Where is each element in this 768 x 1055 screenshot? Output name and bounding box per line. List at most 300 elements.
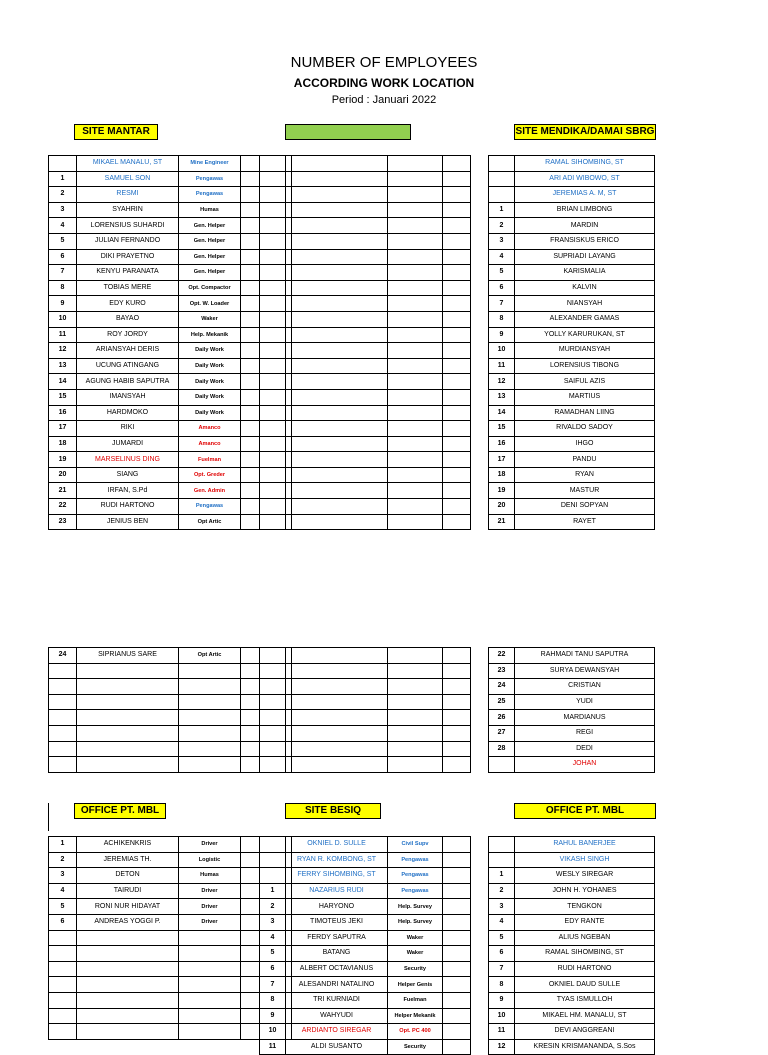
employee-name: OKNIEL D. SULLE <box>286 837 388 853</box>
row-number <box>260 218 286 234</box>
employee-role <box>179 1024 241 1040</box>
table-row <box>489 280 655 296</box>
row-number <box>489 852 515 868</box>
row-number: 3 <box>49 202 77 218</box>
employee-name: FERDY SAPUTRA <box>286 930 388 946</box>
table-row <box>489 358 655 374</box>
table-row <box>260 852 471 868</box>
table-row <box>260 930 471 946</box>
employee-name <box>77 757 179 773</box>
table-row <box>49 452 292 468</box>
row-number <box>260 852 286 868</box>
employee-name <box>77 930 179 946</box>
office-left-table <box>48 836 292 1040</box>
row-number: 4 <box>489 914 515 930</box>
table-row <box>260 156 471 172</box>
row-number: 28 <box>489 741 515 757</box>
employee-role <box>179 725 241 741</box>
table-row <box>260 514 471 530</box>
row-number: 10 <box>260 1024 286 1040</box>
table-row <box>489 992 655 1008</box>
employee-role: Opt. Compactor <box>179 280 241 296</box>
employee-name: KALVIN <box>515 280 655 296</box>
row-number <box>260 327 286 343</box>
row-number: 6 <box>49 914 77 930</box>
table-row <box>260 914 471 930</box>
empty-cell <box>443 171 471 187</box>
empty-cell <box>443 343 471 359</box>
employee-role <box>179 992 241 1008</box>
employee-role <box>179 961 241 977</box>
employee-name: MIKAEL MANALU, ST <box>77 156 179 172</box>
table-row <box>260 343 471 359</box>
employee-name: NIANSYAH <box>515 296 655 312</box>
employee-name <box>77 694 179 710</box>
table-row <box>49 977 292 993</box>
row-number: 3 <box>49 868 77 884</box>
employee-name <box>286 694 388 710</box>
row-number: 21 <box>489 514 515 530</box>
employee-name: IMANSYAH <box>77 389 179 405</box>
empty-cell <box>443 883 471 899</box>
table-row <box>49 837 292 853</box>
table-row <box>489 977 655 993</box>
row-number: 24 <box>489 679 515 695</box>
employee-role <box>388 741 443 757</box>
employee-role <box>388 374 443 390</box>
employee-name <box>286 171 388 187</box>
employee-name <box>77 992 179 1008</box>
employee-role <box>388 467 443 483</box>
row-number: 9 <box>49 296 77 312</box>
table-row <box>260 710 471 726</box>
row-number: 18 <box>489 467 515 483</box>
table-row <box>489 1024 655 1040</box>
table-row <box>489 710 655 726</box>
table-row <box>260 389 471 405</box>
employee-name <box>77 1008 179 1024</box>
table-row <box>489 914 655 930</box>
employee-name <box>286 218 388 234</box>
employee-name: ARIANSYAH DERIS <box>77 343 179 359</box>
table-row <box>49 467 292 483</box>
row-number <box>260 311 286 327</box>
employee-role: Waker <box>179 311 241 327</box>
row-number: 7 <box>49 265 77 281</box>
row-number <box>260 710 286 726</box>
employee-name <box>77 725 179 741</box>
table-row <box>260 233 471 249</box>
empty-cell <box>443 311 471 327</box>
table-row <box>49 156 292 172</box>
empty-cell <box>443 852 471 868</box>
table-row <box>260 1039 471 1055</box>
row-number: 13 <box>489 389 515 405</box>
empty-cell <box>443 946 471 962</box>
employee-name: LORENSIUS TIBONG <box>515 358 655 374</box>
table-row <box>260 327 471 343</box>
row-number <box>49 1024 77 1040</box>
table-row <box>489 218 655 234</box>
row-number: 1 <box>260 883 286 899</box>
employee-name: TAIRUDI <box>77 883 179 899</box>
row-number <box>260 679 286 695</box>
table-row <box>49 514 292 530</box>
employee-name <box>286 679 388 695</box>
employee-name: MARSELINUS DING <box>77 452 179 468</box>
row-number: 5 <box>260 946 286 962</box>
row-number: 27 <box>489 725 515 741</box>
employee-name: TIMOTEUS JEKI <box>286 914 388 930</box>
row-number: 14 <box>49 374 77 390</box>
row-number <box>260 757 286 773</box>
site-mendika-table <box>488 155 655 530</box>
employee-name <box>286 265 388 281</box>
table-row <box>260 187 471 203</box>
row-number: 13 <box>49 358 77 374</box>
row-number <box>260 663 286 679</box>
employee-name <box>286 757 388 773</box>
employee-role <box>388 218 443 234</box>
table-row <box>489 663 655 679</box>
row-number: 11 <box>489 1024 515 1040</box>
table-row <box>260 992 471 1008</box>
table-row <box>489 343 655 359</box>
employee-role: Pengawas <box>179 171 241 187</box>
table-row <box>489 436 655 452</box>
row-number: 26 <box>489 710 515 726</box>
employee-name: ANDREAS YOGGI P. <box>77 914 179 930</box>
row-number: 22 <box>49 499 77 515</box>
row-number: 1 <box>49 837 77 853</box>
row-number <box>49 992 77 1008</box>
employee-name: BAYAO <box>77 311 179 327</box>
employee-role: Pengawas <box>179 499 241 515</box>
employee-name: TENGKON <box>515 899 655 915</box>
table-row <box>260 757 471 773</box>
row-number <box>49 930 77 946</box>
employee-role <box>388 187 443 203</box>
employee-role: Waker <box>388 946 443 962</box>
employee-name <box>286 483 388 499</box>
row-number: 12 <box>49 343 77 359</box>
table-row <box>260 1024 471 1040</box>
row-number: 3 <box>489 899 515 915</box>
employee-name: ACHIKENKRIS <box>77 837 179 853</box>
table-row <box>489 483 655 499</box>
table-row <box>489 868 655 884</box>
employee-name: OKNIEL DAUD SULLE <box>515 977 655 993</box>
empty-cell <box>443 1024 471 1040</box>
row-number <box>489 171 515 187</box>
middle-site-table <box>259 155 471 530</box>
row-number <box>260 648 286 664</box>
employee-name: TYAS ISMULLOH <box>515 992 655 1008</box>
row-number: 2 <box>260 899 286 915</box>
table-row <box>489 327 655 343</box>
empty-cell <box>443 452 471 468</box>
employee-name: ALIUS NGEBAN <box>515 930 655 946</box>
table-row <box>489 725 655 741</box>
row-number: 23 <box>49 514 77 530</box>
site-besiq-table <box>259 836 471 1055</box>
table-row <box>49 648 292 664</box>
table-row <box>49 233 292 249</box>
employee-name: JEREMIAS TH. <box>77 852 179 868</box>
table-row <box>489 837 655 853</box>
row-number <box>49 1008 77 1024</box>
row-number: 11 <box>260 1039 286 1055</box>
employee-role: Amanco <box>179 436 241 452</box>
table-row <box>489 389 655 405</box>
employee-role <box>388 296 443 312</box>
employee-name <box>286 311 388 327</box>
employee-name: MIKAEL HM. MANALU, ST <box>515 1008 655 1024</box>
row-number <box>49 977 77 993</box>
row-number: 10 <box>489 1008 515 1024</box>
header-office-left: OFFICE PT. MBL <box>74 803 166 819</box>
employee-name: RUDI HARTONO <box>515 961 655 977</box>
employee-name: RYAN R. KOMBONG, ST <box>286 852 388 868</box>
employee-role: Driver <box>179 914 241 930</box>
empty-cell <box>443 914 471 930</box>
employee-name: DENI SOPYAN <box>515 499 655 515</box>
row-number <box>260 421 286 437</box>
row-number <box>260 741 286 757</box>
row-number: 24 <box>49 648 77 664</box>
table-row <box>489 249 655 265</box>
employee-name <box>286 467 388 483</box>
employee-role: Waker <box>388 930 443 946</box>
employee-role <box>179 1008 241 1024</box>
table-row <box>489 233 655 249</box>
employee-name <box>286 405 388 421</box>
row-number: 9 <box>489 327 515 343</box>
row-number: 2 <box>49 187 77 203</box>
table-row <box>260 358 471 374</box>
empty-cell <box>443 725 471 741</box>
table-row <box>49 899 292 915</box>
employee-name: DEVI ANGGREANI <box>515 1024 655 1040</box>
employee-name: RAHMADI TANU SAPUTRA <box>515 648 655 664</box>
employee-role: Helper Mekanik <box>388 1008 443 1024</box>
employee-name: UCUNG ATINGANG <box>77 358 179 374</box>
employee-name: SURYA DEWANSYAH <box>515 663 655 679</box>
row-number: 1 <box>489 202 515 218</box>
employee-name: IHGO <box>515 436 655 452</box>
employee-name: FERRY SIHOMBING, ST <box>286 868 388 884</box>
row-number: 5 <box>489 265 515 281</box>
table-row <box>49 389 292 405</box>
empty-cell <box>443 1008 471 1024</box>
table-row <box>260 1008 471 1024</box>
employee-role <box>388 405 443 421</box>
table-row <box>489 741 655 757</box>
row-number <box>49 725 77 741</box>
table-row <box>49 280 292 296</box>
row-number: 7 <box>489 296 515 312</box>
employee-role: Gen. Admin <box>179 483 241 499</box>
employee-role <box>388 483 443 499</box>
row-number: 14 <box>489 405 515 421</box>
row-number <box>489 837 515 853</box>
table-row <box>49 311 292 327</box>
employee-name <box>286 499 388 515</box>
empty-cell <box>443 405 471 421</box>
row-number: 25 <box>489 694 515 710</box>
table-row <box>260 311 471 327</box>
table-row <box>260 837 471 853</box>
employee-role: Driver <box>179 899 241 915</box>
table-row <box>260 663 471 679</box>
table-row <box>260 741 471 757</box>
employee-name <box>286 436 388 452</box>
employee-name: LORENSIUS SUHARDI <box>77 218 179 234</box>
empty-cell <box>443 187 471 203</box>
employee-name <box>286 452 388 468</box>
table-row <box>489 1008 655 1024</box>
table-row <box>489 757 655 773</box>
table-row <box>49 483 292 499</box>
employee-role <box>388 233 443 249</box>
employee-role: Logistic <box>179 852 241 868</box>
employee-name: MURDIANSYAH <box>515 343 655 359</box>
employee-name: MARDIANUS <box>515 710 655 726</box>
employee-role: Driver <box>179 837 241 853</box>
table-row <box>49 327 292 343</box>
employee-role: Humas <box>179 868 241 884</box>
row-number: 4 <box>49 883 77 899</box>
employee-role <box>388 265 443 281</box>
employee-name: DIKI PRAYETNO <box>77 249 179 265</box>
employee-name <box>286 741 388 757</box>
employee-name <box>286 156 388 172</box>
row-number: 7 <box>260 977 286 993</box>
employee-role <box>388 389 443 405</box>
table-row <box>49 741 292 757</box>
row-number: 21 <box>49 483 77 499</box>
office-right-table <box>488 836 655 1055</box>
employee-name: RESMI <box>77 187 179 203</box>
table-row <box>489 899 655 915</box>
table-row <box>489 405 655 421</box>
employee-name: RYAN <box>515 467 655 483</box>
empty-cell <box>443 202 471 218</box>
table-row <box>489 852 655 868</box>
table-row <box>489 499 655 515</box>
header-office-right: OFFICE PT. MBL <box>514 803 656 819</box>
page-title: NUMBER OF EMPLOYEES <box>290 54 478 71</box>
row-number <box>489 156 515 172</box>
table-row <box>489 156 655 172</box>
employee-role: Helper Genis <box>388 977 443 993</box>
employee-role <box>388 663 443 679</box>
employee-name: ARDIANTO SIREGAR <box>286 1024 388 1040</box>
table-row <box>260 883 471 899</box>
header-unnamed-site <box>285 124 411 140</box>
row-number <box>260 868 286 884</box>
row-number <box>260 837 286 853</box>
employee-role: Gen. Helper <box>179 249 241 265</box>
row-number <box>49 741 77 757</box>
employee-name: RAMAL SIHOMBING, ST <box>515 156 655 172</box>
table-row <box>260 899 471 915</box>
employee-name: MARTIUS <box>515 389 655 405</box>
table-row <box>260 679 471 695</box>
table-row <box>489 883 655 899</box>
row-number: 1 <box>49 171 77 187</box>
row-number: 23 <box>489 663 515 679</box>
row-number <box>260 725 286 741</box>
row-number: 8 <box>489 977 515 993</box>
table-row <box>489 694 655 710</box>
employee-role: Civil Supv <box>388 837 443 853</box>
empty-cell <box>443 930 471 946</box>
employee-name: RAYET <box>515 514 655 530</box>
empty-cell <box>443 233 471 249</box>
employee-role: Daily Work <box>179 405 241 421</box>
row-number: 3 <box>260 914 286 930</box>
row-number: 4 <box>489 249 515 265</box>
employee-name <box>286 249 388 265</box>
employee-role: Opt. PC 400 <box>388 1024 443 1040</box>
employee-role: Amanco <box>179 421 241 437</box>
row-number <box>489 187 515 203</box>
empty-cell <box>443 436 471 452</box>
employee-name: RIKI <box>77 421 179 437</box>
employee-role: Pengawas <box>388 883 443 899</box>
employee-role <box>179 694 241 710</box>
empty-cell <box>443 648 471 664</box>
page-subtitle: ACCORDING WORK LOCATION <box>293 76 475 90</box>
table-row <box>49 883 292 899</box>
row-number <box>49 679 77 695</box>
employee-name: FRANSISKUS ERICO <box>515 233 655 249</box>
employee-name: JENIUS BEN <box>77 514 179 530</box>
table-row <box>260 961 471 977</box>
empty-cell <box>443 1039 471 1055</box>
employee-role: Help. Survey <box>388 899 443 915</box>
row-number <box>49 710 77 726</box>
table-row <box>260 296 471 312</box>
table-row <box>260 499 471 515</box>
employee-name: WAHYUDI <box>286 1008 388 1024</box>
row-number <box>49 156 77 172</box>
empty-cell <box>443 961 471 977</box>
employee-role: Opt Artic <box>179 648 241 664</box>
row-number <box>260 187 286 203</box>
table-row <box>260 868 471 884</box>
empty-cell <box>443 899 471 915</box>
table-row <box>49 374 292 390</box>
table-row <box>489 202 655 218</box>
table-row <box>489 648 655 664</box>
table-row <box>260 249 471 265</box>
empty-cell <box>443 741 471 757</box>
table-row <box>260 694 471 710</box>
table-row <box>489 171 655 187</box>
row-number <box>260 374 286 390</box>
employee-name: EDY RANTE <box>515 914 655 930</box>
table-row <box>49 1024 292 1040</box>
employee-role: Help. Mekanik <box>179 327 241 343</box>
row-number: 8 <box>260 992 286 1008</box>
employee-role: Gen. Helper <box>179 265 241 281</box>
employee-name: WESLY SIREGAR <box>515 868 655 884</box>
table-row <box>489 1039 655 1055</box>
employee-name: DETON <box>77 868 179 884</box>
employee-role <box>388 436 443 452</box>
